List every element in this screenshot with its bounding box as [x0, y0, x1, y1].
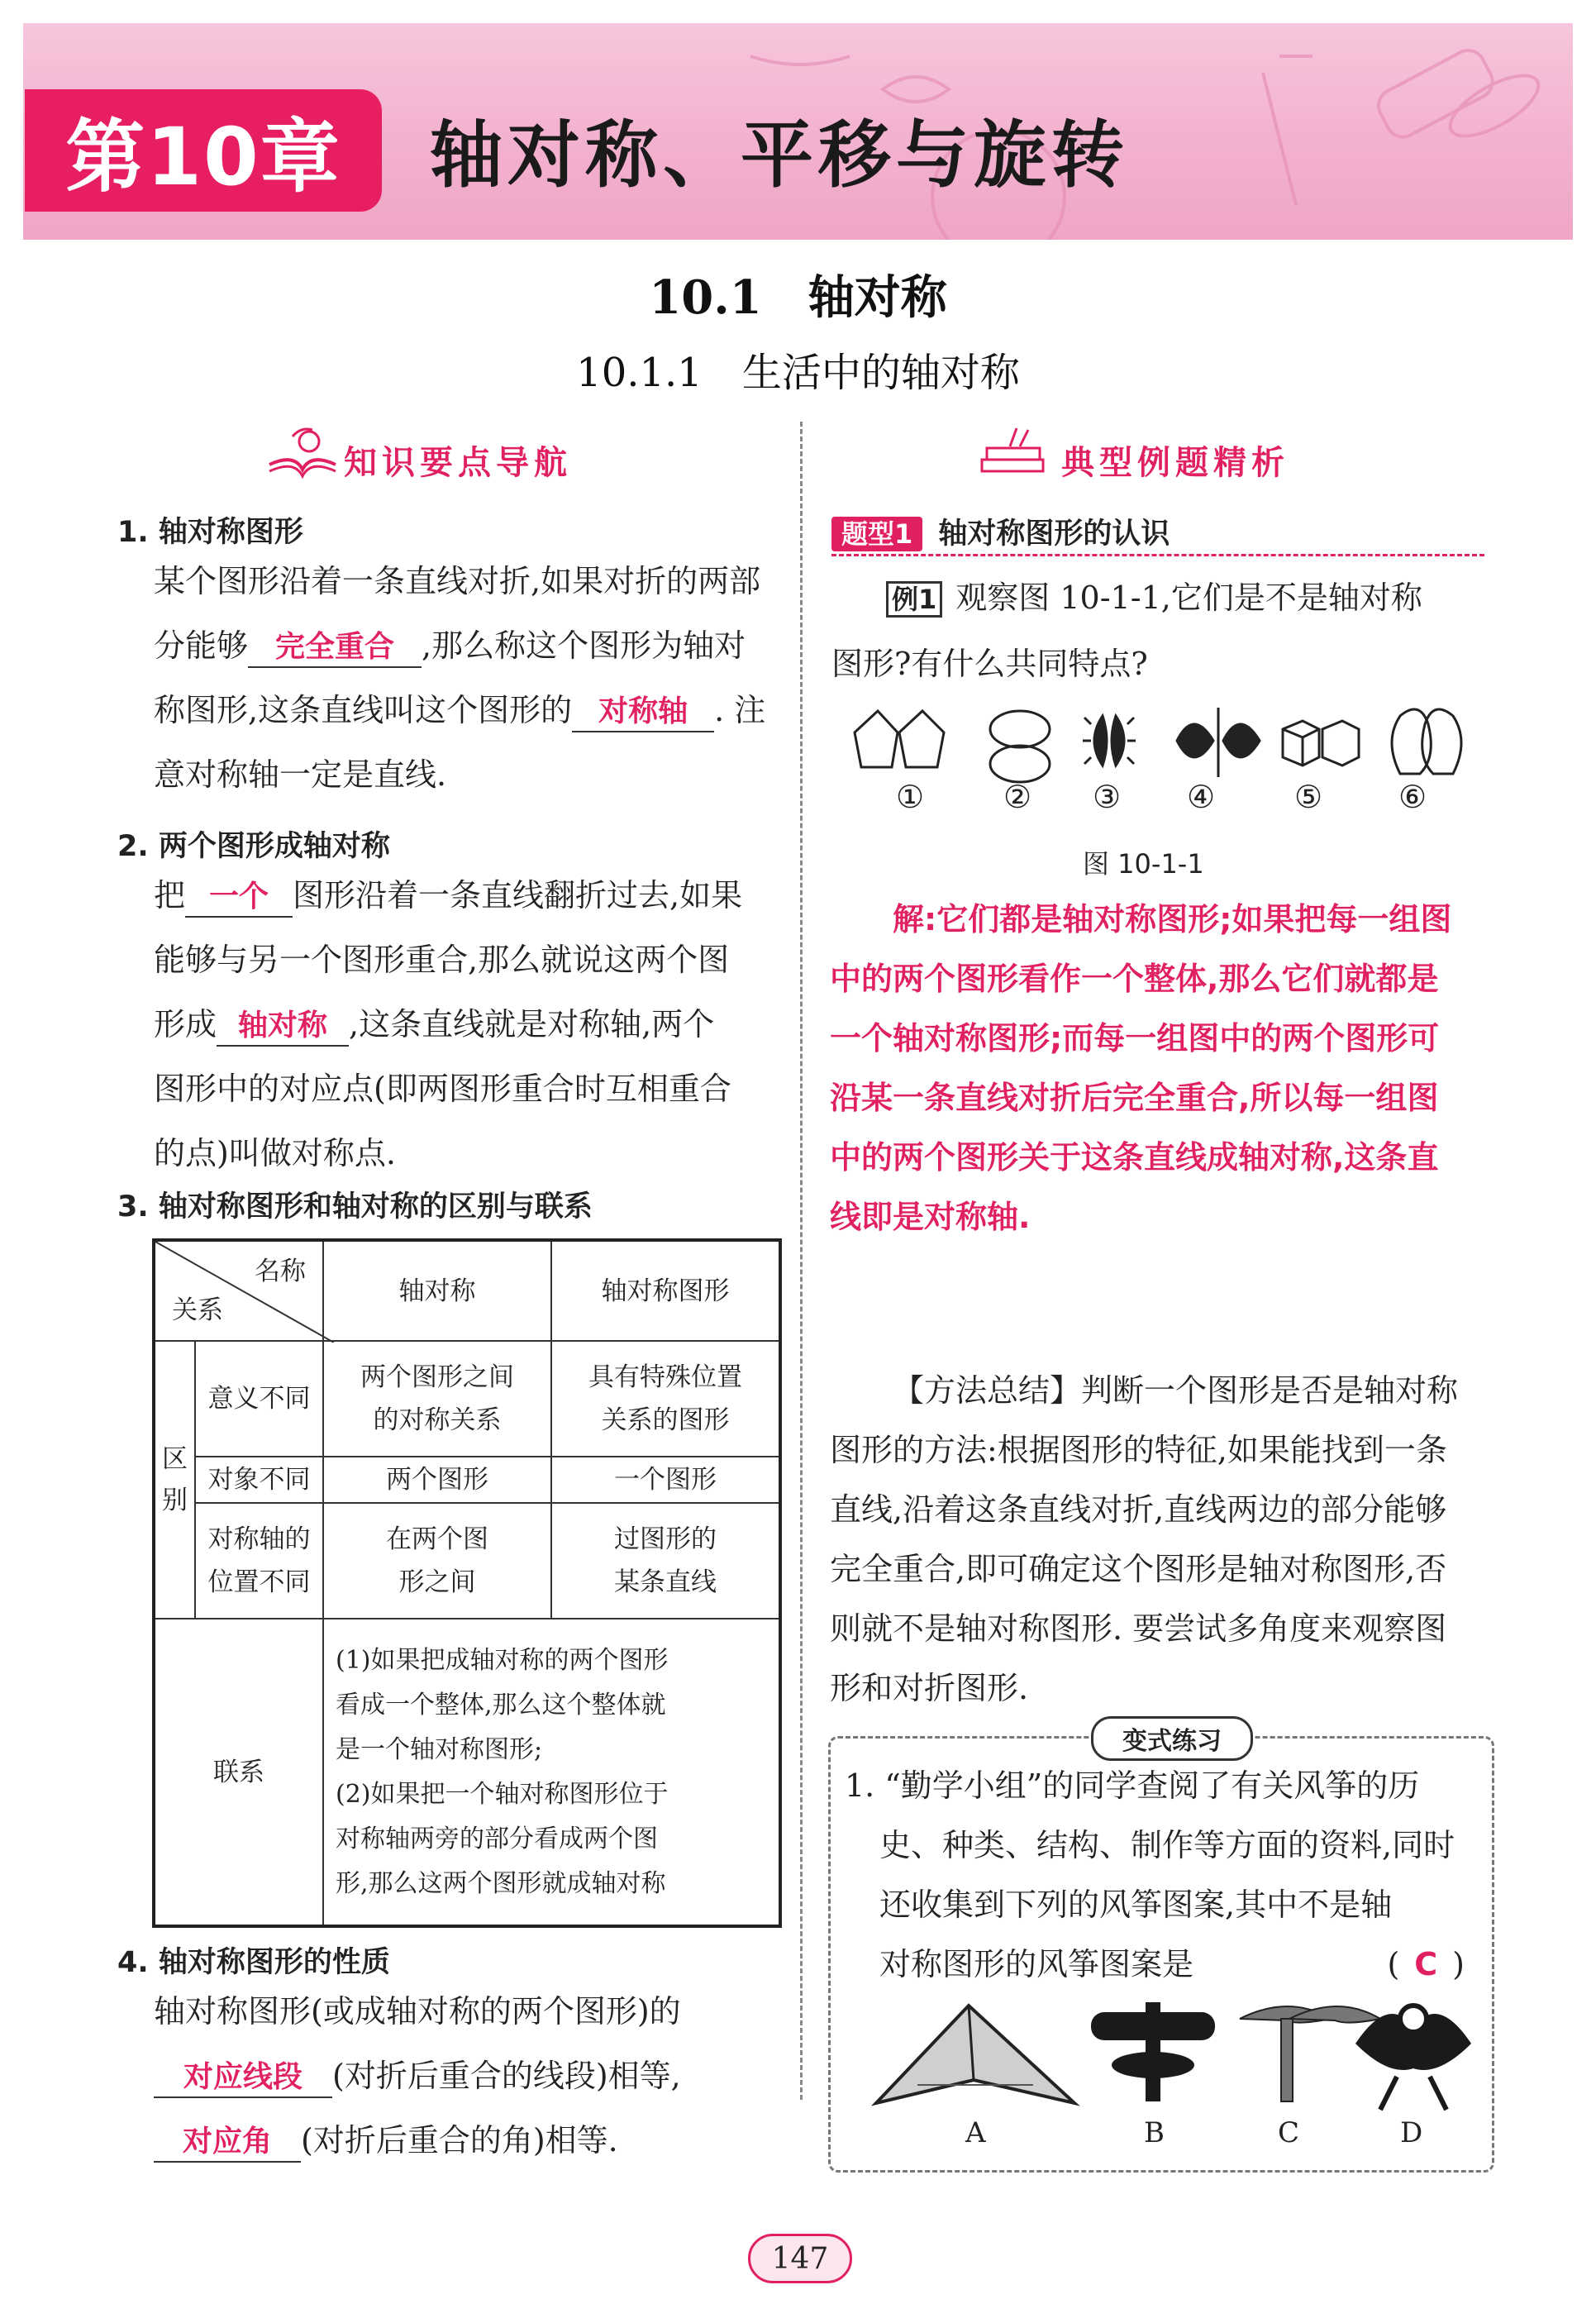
cell-relation: (1)如果把成轴对称的两个图形 看成一个整体,那么这个整体就 是一个轴对称图形; (2)如果把一个轴对称图形位于 对称轴两旁的部分看成两个图 形,那么这两个图形就成轴对称: [323, 1619, 780, 1926]
kite-label-c: C: [1278, 2116, 1300, 2149]
item-1-line-3: 称图形,这条直线叫这个图形的 对称轴 . 注: [154, 678, 782, 742]
item-2-line-3: 形成 轴对称 ,这条直线就是对称轴,两个: [154, 992, 782, 1057]
figure-label-5: ⑤: [1294, 779, 1323, 815]
type-header: [831, 511, 1484, 556]
example-1: 例1 观察图 10-1-1,它们是不是轴对称 图形?有什么共同特点?: [831, 580, 1422, 682]
kite-a: [876, 2006, 1074, 2103]
chapter-label: 第10章: [25, 89, 382, 212]
practice-tag: 变式练习: [1091, 1716, 1253, 1761]
kite-d: [1355, 2006, 1471, 2110]
figure-3-leaves: [1083, 716, 1136, 766]
cell-meaning-axial: 两个图形之间 的对称关系: [323, 1341, 551, 1457]
kite-label-d: D: [1400, 2116, 1423, 2149]
type-tag: 题型1: [831, 517, 922, 551]
kite-label-b: B: [1144, 2116, 1165, 2149]
item-2-line-2: 能够与另一个图形重合,那么就说这两个图: [154, 942, 730, 978]
row-label-relation: 联系: [154, 1619, 323, 1926]
cell-object-axial: 两个图形: [323, 1457, 551, 1503]
figure-1-pentagons: [855, 711, 944, 767]
item-1-line-1: 某个图形沿着一条直线对折,如果对折的两部: [154, 563, 761, 599]
item-4-line-3: 对应角 (对折后重合的角)相等.: [154, 2108, 782, 2173]
answer-corresponding-segments: 对应线段: [154, 2058, 332, 2098]
row-label-axis-position: 对称轴的 位置不同: [195, 1503, 323, 1619]
page-number: 147: [748, 2234, 852, 2283]
row-label-object: 对象不同: [195, 1457, 323, 1503]
item-3-title: 3. 轴对称图形和轴对称的区别与联系: [117, 1190, 593, 1224]
books-icon: [977, 423, 1051, 481]
figure-label-4: ④: [1187, 779, 1216, 815]
item-2-title: 2. 两个图形成轴对称: [117, 830, 390, 863]
col-header-axial-figure: 轴对称图形: [551, 1240, 780, 1341]
subsection-title: 10.1.1 生活中的轴对称: [576, 350, 1020, 396]
figure-4-fish: [1177, 708, 1260, 777]
column-divider: [800, 422, 803, 2100]
row-label-meaning: 意义不同: [195, 1341, 323, 1457]
left-column-heading: 知识要点导航: [344, 444, 572, 482]
answer-one: 一个: [185, 878, 293, 918]
method-summary: 【方法总结】判断一个图形是否是轴对称 图形的方法:根据图形的特征,如果能找到一条 直线,沿着这条直线对折,直线两边的部分能够 完全重合,即可确定这个图形是轴对称图形,否 则就不是轴对称图形. 要尝试多角度来观察图 形和对折图形.: [830, 1372, 1459, 1706]
type-title: 轴对称图形的认识: [938, 518, 1170, 551]
figure-label-2: ②: [1003, 779, 1032, 815]
cell-meaning-figure: 具有特殊位置 关系的图形: [551, 1341, 780, 1457]
figure-10-1-1: [846, 699, 1499, 790]
cell-object-figure: 一个图形: [551, 1457, 780, 1503]
corner-bottom-label: 关系: [172, 1295, 223, 1325]
figure-2-ellipses: [990, 711, 1050, 782]
corner-top-label: 名称: [255, 1257, 306, 1286]
answer-complete-coincide: 完全重合: [248, 628, 422, 668]
item-4-line-2: 对应线段 (对折后重合的线段)相等,: [154, 2044, 782, 2108]
figure-label-1: ①: [896, 779, 925, 815]
practice-question: 1. “勤学小组”的同学查阅了有关风筝的历 史、种类、结构、制作等方面的资料,同时 还收集到下列的风筝图案,其中不是轴 对称图形的风筝图案是 ( C ): [845, 1756, 1489, 1994]
example-tag: 例1: [886, 581, 942, 618]
cell-position-axial: 在两个图 形之间: [323, 1503, 551, 1619]
figure-5-cubes: [1283, 721, 1359, 766]
figure-label-3: ③: [1093, 779, 1122, 815]
comparison-table: [152, 1238, 782, 1928]
col-header-axial-symmetry: 轴对称: [323, 1240, 551, 1341]
section-title: 10.1 轴对称: [649, 270, 947, 325]
item-4-body: [154, 1979, 782, 2173]
book-icon: [263, 423, 337, 481]
item-2-line-5: 的点)叫做对称点.: [154, 1135, 396, 1171]
chapter-title: 轴对称、平移与旋转: [430, 112, 1130, 198]
kite-b: [1091, 2002, 1215, 2101]
group-label-difference: 区 别: [154, 1341, 195, 1619]
figure-caption: 图 10-1-1: [1083, 848, 1204, 880]
answer-corresponding-angles: 对应角: [154, 2123, 301, 2163]
answer-axis: 对称轴: [572, 693, 714, 732]
figure-label-6: ⑥: [1398, 779, 1427, 815]
solution: 解:它们都是轴对称图形;如果把每一组图 中的两个图形看作一个整体,那么它们就都是 一个轴对称图形;而每一组图中的两个图形可 沿某一条直线对折后完全重合,所以每一组图 中的两个图形关于这条直线成轴对称,这条直 线即是对称轴.: [830, 901, 1452, 1235]
item-2-line-1: 把 一个 图形沿着一条直线翻折过去,如果: [154, 863, 782, 928]
answer-axial-symmetry: 轴对称: [217, 1007, 349, 1047]
kite-images: [868, 1994, 1479, 2118]
table-corner-cell: [154, 1240, 323, 1341]
practice-answer: ( C ): [1387, 1946, 1465, 1982]
kite-label-a: A: [965, 2116, 986, 2149]
right-column-heading: 典型例题精析: [1061, 444, 1289, 482]
item-2-line-4: 图形中的对应点(即两图形重合时互相重合: [154, 1071, 731, 1107]
item-2-body: [154, 863, 782, 1185]
cell-position-figure: 过图形的 某条直线: [551, 1503, 780, 1619]
item-4-line-1: 轴对称图形(或成轴对称的两个图形)的: [154, 1993, 681, 2030]
item-4-title: 4. 轴对称图形的性质: [117, 1946, 390, 1979]
kite-c: [1240, 2006, 1380, 2101]
item-1-title: 1. 轴对称图形: [117, 516, 303, 549]
figure-6-heads: [1392, 709, 1461, 774]
item-1-line-2: 分能够 完全重合 ,那么称这个图形为轴对: [154, 613, 782, 678]
item-1-body: [154, 549, 782, 807]
item-1-line-4: 意对称轴一定是直线.: [154, 756, 447, 793]
